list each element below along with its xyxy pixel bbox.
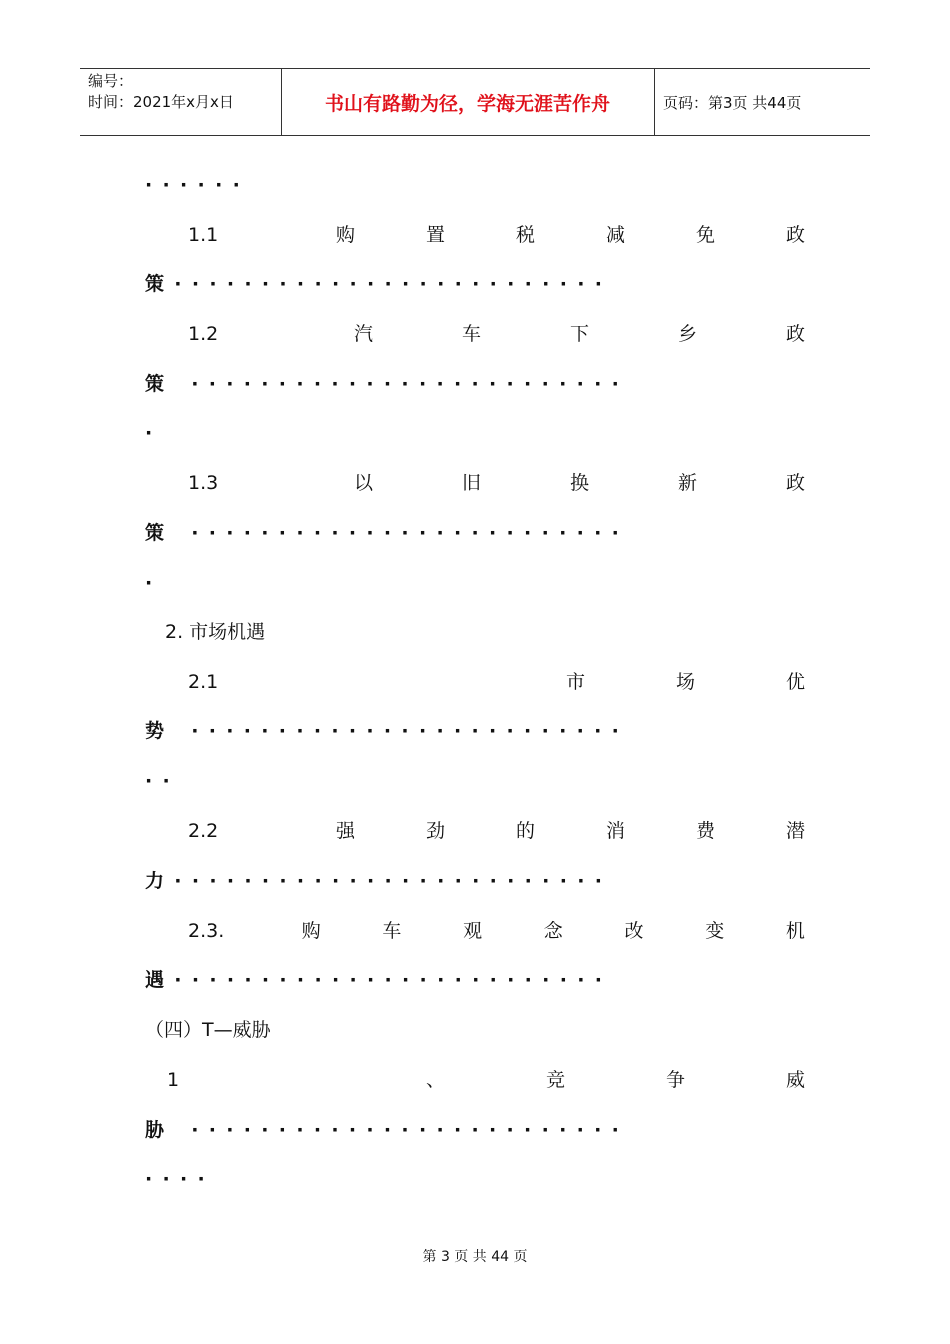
page-footer: 第 3 页 共 44 页 (422, 1249, 528, 1265)
entry-char: 强 (335, 820, 355, 842)
entry-tail: 势 ························· (145, 720, 630, 742)
entry-char: 观 (463, 920, 483, 942)
entry-char: 变 (705, 920, 725, 942)
entry-char: 政 (785, 323, 805, 345)
entry-char: 下 (569, 323, 589, 345)
toc-entry-2-1 (145, 669, 805, 695)
entry-number: 1.2 (188, 323, 219, 345)
entry-char: 费 (695, 820, 715, 842)
toc-entry-1-3 (145, 470, 805, 496)
entry-tail: · (145, 572, 163, 594)
entry-char: 换 (569, 472, 589, 494)
entry-char: 消 (605, 820, 625, 842)
entry-char: 劲 (425, 820, 445, 842)
toc-entry-1-1 (145, 222, 805, 248)
entry-char: 政 (785, 472, 805, 494)
toc-entry-4-1 (145, 1067, 805, 1093)
entry-tail: ···· (145, 1168, 216, 1190)
header-divider (654, 69, 655, 135)
time-label: 时间：2021年x月x日 (88, 93, 234, 111)
section-heading: 2. 市场机遇 (165, 621, 266, 643)
entry-number: 2.1 (188, 671, 219, 693)
entry-char: 的 (515, 820, 535, 842)
entry-char: 置 (425, 224, 445, 246)
entry-number: 2.2 (188, 820, 219, 842)
header-motto: 书山有路勤为径，学海无涯苦作舟 (324, 92, 610, 115)
entry-tail: ·· (145, 770, 181, 792)
entry-char: 优 (785, 671, 805, 693)
entry-char: 车 (461, 323, 481, 345)
entry-char: 改 (624, 920, 644, 942)
entry-char: 机 (785, 920, 805, 942)
entry-char: 、 (425, 1069, 445, 1091)
entry-tail: 胁 ························· (145, 1119, 630, 1141)
toc-entry-2-2 (145, 818, 805, 844)
entry-char: 新 (677, 472, 697, 494)
entry-char: 念 (543, 920, 563, 942)
entry-tail: 策 ························· (145, 373, 630, 395)
entry-char: 潜 (785, 820, 805, 842)
entry-char: 车 (382, 920, 402, 942)
entry-tail: 力························· (145, 870, 613, 892)
entry-number: 2.3. (188, 920, 225, 942)
entry-char: 汽 (353, 323, 373, 345)
header-left-cell (88, 71, 234, 113)
entry-tail: 遇························· (145, 969, 613, 991)
entry-char: 税 (515, 224, 535, 246)
entry-char: 以 (353, 472, 373, 494)
entry-tail: 策························· (145, 273, 613, 295)
page-header (80, 68, 870, 136)
entry-char: 旧 (461, 472, 481, 494)
entry-char: 购 (301, 920, 321, 942)
serial-label: 编号： (88, 72, 134, 90)
entry-char: 乡 (677, 323, 697, 345)
leader-dots: ······ (145, 174, 251, 196)
entry-number: 1 (167, 1069, 180, 1091)
toc-entry-1-2 (145, 321, 805, 347)
section-heading: （四）T—威胁 (145, 1019, 271, 1041)
header-page-info: 页码：第3页 共44页 (663, 93, 802, 112)
entry-char: 购 (335, 224, 355, 246)
entry-char: 争 (665, 1069, 685, 1091)
entry-number: 1.3 (188, 472, 219, 494)
entry-char: 市 (565, 671, 585, 693)
entry-tail: 策 ························· (145, 522, 630, 544)
entry-char: 政 (785, 224, 805, 246)
entry-number: 1.1 (188, 224, 219, 246)
entry-char: 减 (605, 224, 625, 246)
entry-char: 场 (675, 671, 695, 693)
entry-tail: · (145, 422, 163, 444)
entry-char: 竞 (545, 1069, 565, 1091)
entry-char: 免 (695, 224, 715, 246)
entry-char: 威 (785, 1069, 805, 1091)
toc-entry-2-3 (145, 918, 805, 944)
